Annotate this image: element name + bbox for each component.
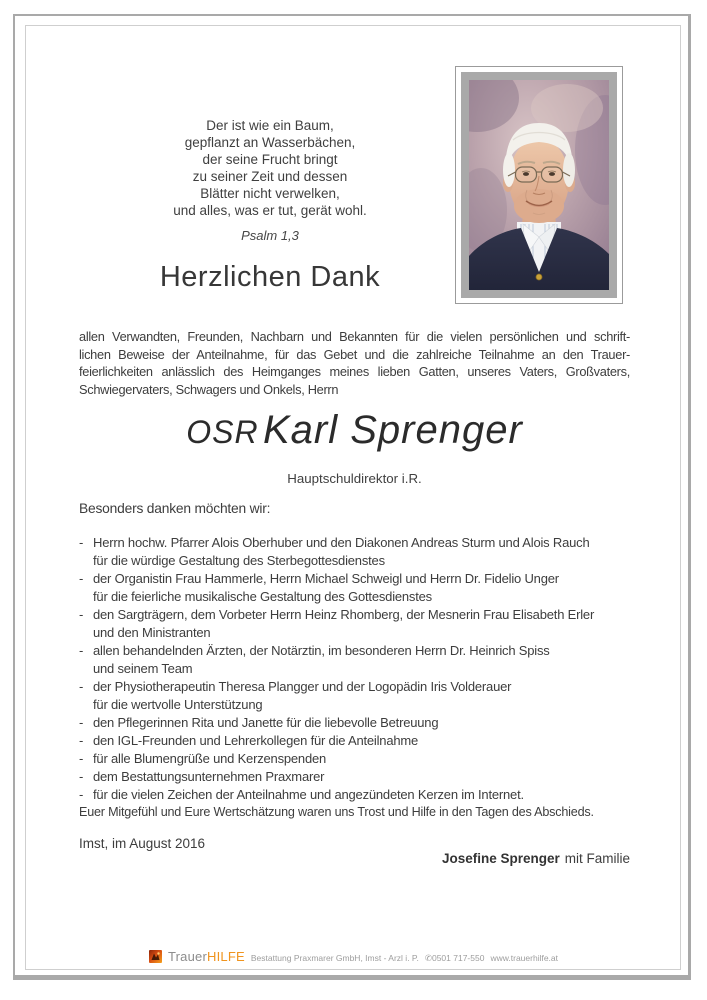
thanks-item — [79, 786, 635, 804]
thanks-item-line: der Physiotherapeutin Theresa Plangger und der Logopädin Iris Volderauer — [93, 679, 512, 694]
thanks-item-line: für die vielen Zeichen der Anteilnahme und angezündeten Kerzen im Internet. — [93, 787, 524, 802]
bullet-dash: - — [79, 679, 84, 694]
portrait-photo-mat — [461, 72, 617, 298]
bullet-dash: - — [79, 607, 84, 622]
deceased-name-text: Karl Sprenger — [263, 408, 523, 452]
thanks-item-line: der Organistin Frau Hammerle, Herrn Michael Schweigl und Herrn Dr. Fidelio Unger — [93, 571, 559, 586]
bullet-dash: - — [79, 733, 84, 748]
trauerhilfe-logo-icon — [149, 950, 162, 963]
poem-source: Psalm 1,3 — [241, 228, 299, 243]
intro-line: feierlichkeiten anlässlich des Heimganges meines lieben Gatten, unseres Vaters, Großvaters, — [79, 364, 630, 379]
thanks-list — [79, 534, 635, 804]
portrait-photo-frame — [455, 66, 623, 304]
thanks-heading: Besonders danken möchten wir: — [79, 501, 271, 516]
thanks-item-line: den IGL-Freunden und Lehrerkollegen für die Anteilnahme — [93, 733, 419, 748]
thanks-item — [79, 750, 635, 768]
thanks-item-line: für die würdige Gestaltung des Sterbegottesdienstes — [93, 553, 385, 568]
footer-tagline: Bestattung Praxmarer GmbH, Imst - Arzl i. P. — [250, 953, 419, 963]
bullet-dash: - — [79, 769, 84, 784]
thanks-item — [79, 714, 635, 732]
closing-sentence: Euer Mitgefühl und Eure Wertschätzung waren uns Trost und Hilfe in den Tagen des Abschieds. — [79, 805, 594, 819]
deceased-name — [79, 408, 630, 453]
bullet-dash: - — [79, 571, 84, 586]
thanks-item-line: den Pflegerinnen Rita und Janette für die liebevolle Betreuung — [93, 715, 439, 730]
footer-branding — [0, 948, 707, 964]
footer-website: www.trauerhilfe.at — [490, 953, 559, 963]
brand-gray-part: Trauer — [167, 949, 207, 964]
poem-line: Blätter nicht verwelken, — [200, 186, 340, 201]
brand-accent-part: HILFE — [207, 949, 245, 964]
bullet-dash: - — [79, 535, 84, 550]
thanks-item — [79, 642, 635, 678]
deceased-occupation: Hauptschuldirektor i.R. — [287, 471, 422, 486]
thanks-item-line: und seinem Team — [93, 661, 193, 676]
thanks-item-line: dem Bestattungsunternehmen Praxmarer — [93, 769, 325, 784]
intro-line: Schwiegervaters, Schwagers und Onkels, Herrn — [79, 381, 339, 397]
intro-paragraph — [79, 328, 630, 398]
bullet-dash: - — [79, 715, 84, 730]
signature-suffix: mit Familie — [564, 851, 630, 866]
signature-name: Josefine Sprenger — [441, 851, 560, 866]
poem-line: und alles, was er tut, gerät wohl. — [173, 203, 367, 218]
thanks-item-line: und den Ministranten — [93, 625, 211, 640]
poem-line: der seine Frucht bringt — [202, 152, 338, 167]
thanks-item — [79, 678, 635, 714]
thanks-item-line: für alle Blumengrüße und Kerzenspenden — [93, 751, 327, 766]
thanks-item-line: für die wertvolle Unterstützung — [93, 697, 263, 712]
bullet-dash: - — [79, 643, 84, 658]
intro-line: allen Verwandten, Freunden, Nachbarn und Bekannten für die vielen persönlichen und schrift- — [79, 329, 630, 344]
footer-phone: ✆0501 717-550 — [424, 953, 485, 963]
brand-wordmark — [168, 949, 245, 964]
bullet-dash: - — [79, 787, 84, 802]
thanks-item — [79, 570, 635, 606]
intro-line: lichen Beweise der Anteilnahme, für das Gebet und die zahlreiche Teilnahme an den Trauer- — [79, 346, 630, 362]
thanks-item-line: allen behandelnden Ärzten, der Notärztin, im besonderen Herrn Dr. Heinrich Spiss — [93, 643, 550, 658]
thanks-item-line: Herrn hochw. Pfarrer Alois Oberhuber und den Diakonen Andreas Sturm und Alois Rauch — [93, 535, 590, 550]
bullet-dash: - — [79, 751, 84, 766]
portrait-photo — [469, 80, 609, 290]
thanks-item-line: den Sargträgern, dem Vorbeter Herrn Heinz Rhomberg, der Mesnerin Frau Elisabeth Erler — [93, 607, 595, 622]
poem-line: zu seiner Zeit und dessen — [192, 169, 348, 184]
deceased-title-prefix: OSR — [186, 414, 259, 450]
poem-line: Der ist wie ein Baum, — [206, 118, 334, 133]
thanks-item — [79, 768, 635, 786]
dateline: Imst, im August 2016 — [79, 836, 206, 851]
page-title: Herzlichen Dank — [159, 261, 381, 293]
poem-line: gepflanzt an Wasserbächen, — [184, 135, 356, 150]
thanks-item-line: für die feierliche musikalische Gestaltung des Gottesdienstes — [93, 589, 432, 604]
signature — [79, 851, 677, 866]
thanks-item — [79, 534, 635, 570]
thanks-item — [79, 732, 635, 750]
poem-block — [110, 117, 430, 244]
thanks-item — [79, 606, 635, 642]
